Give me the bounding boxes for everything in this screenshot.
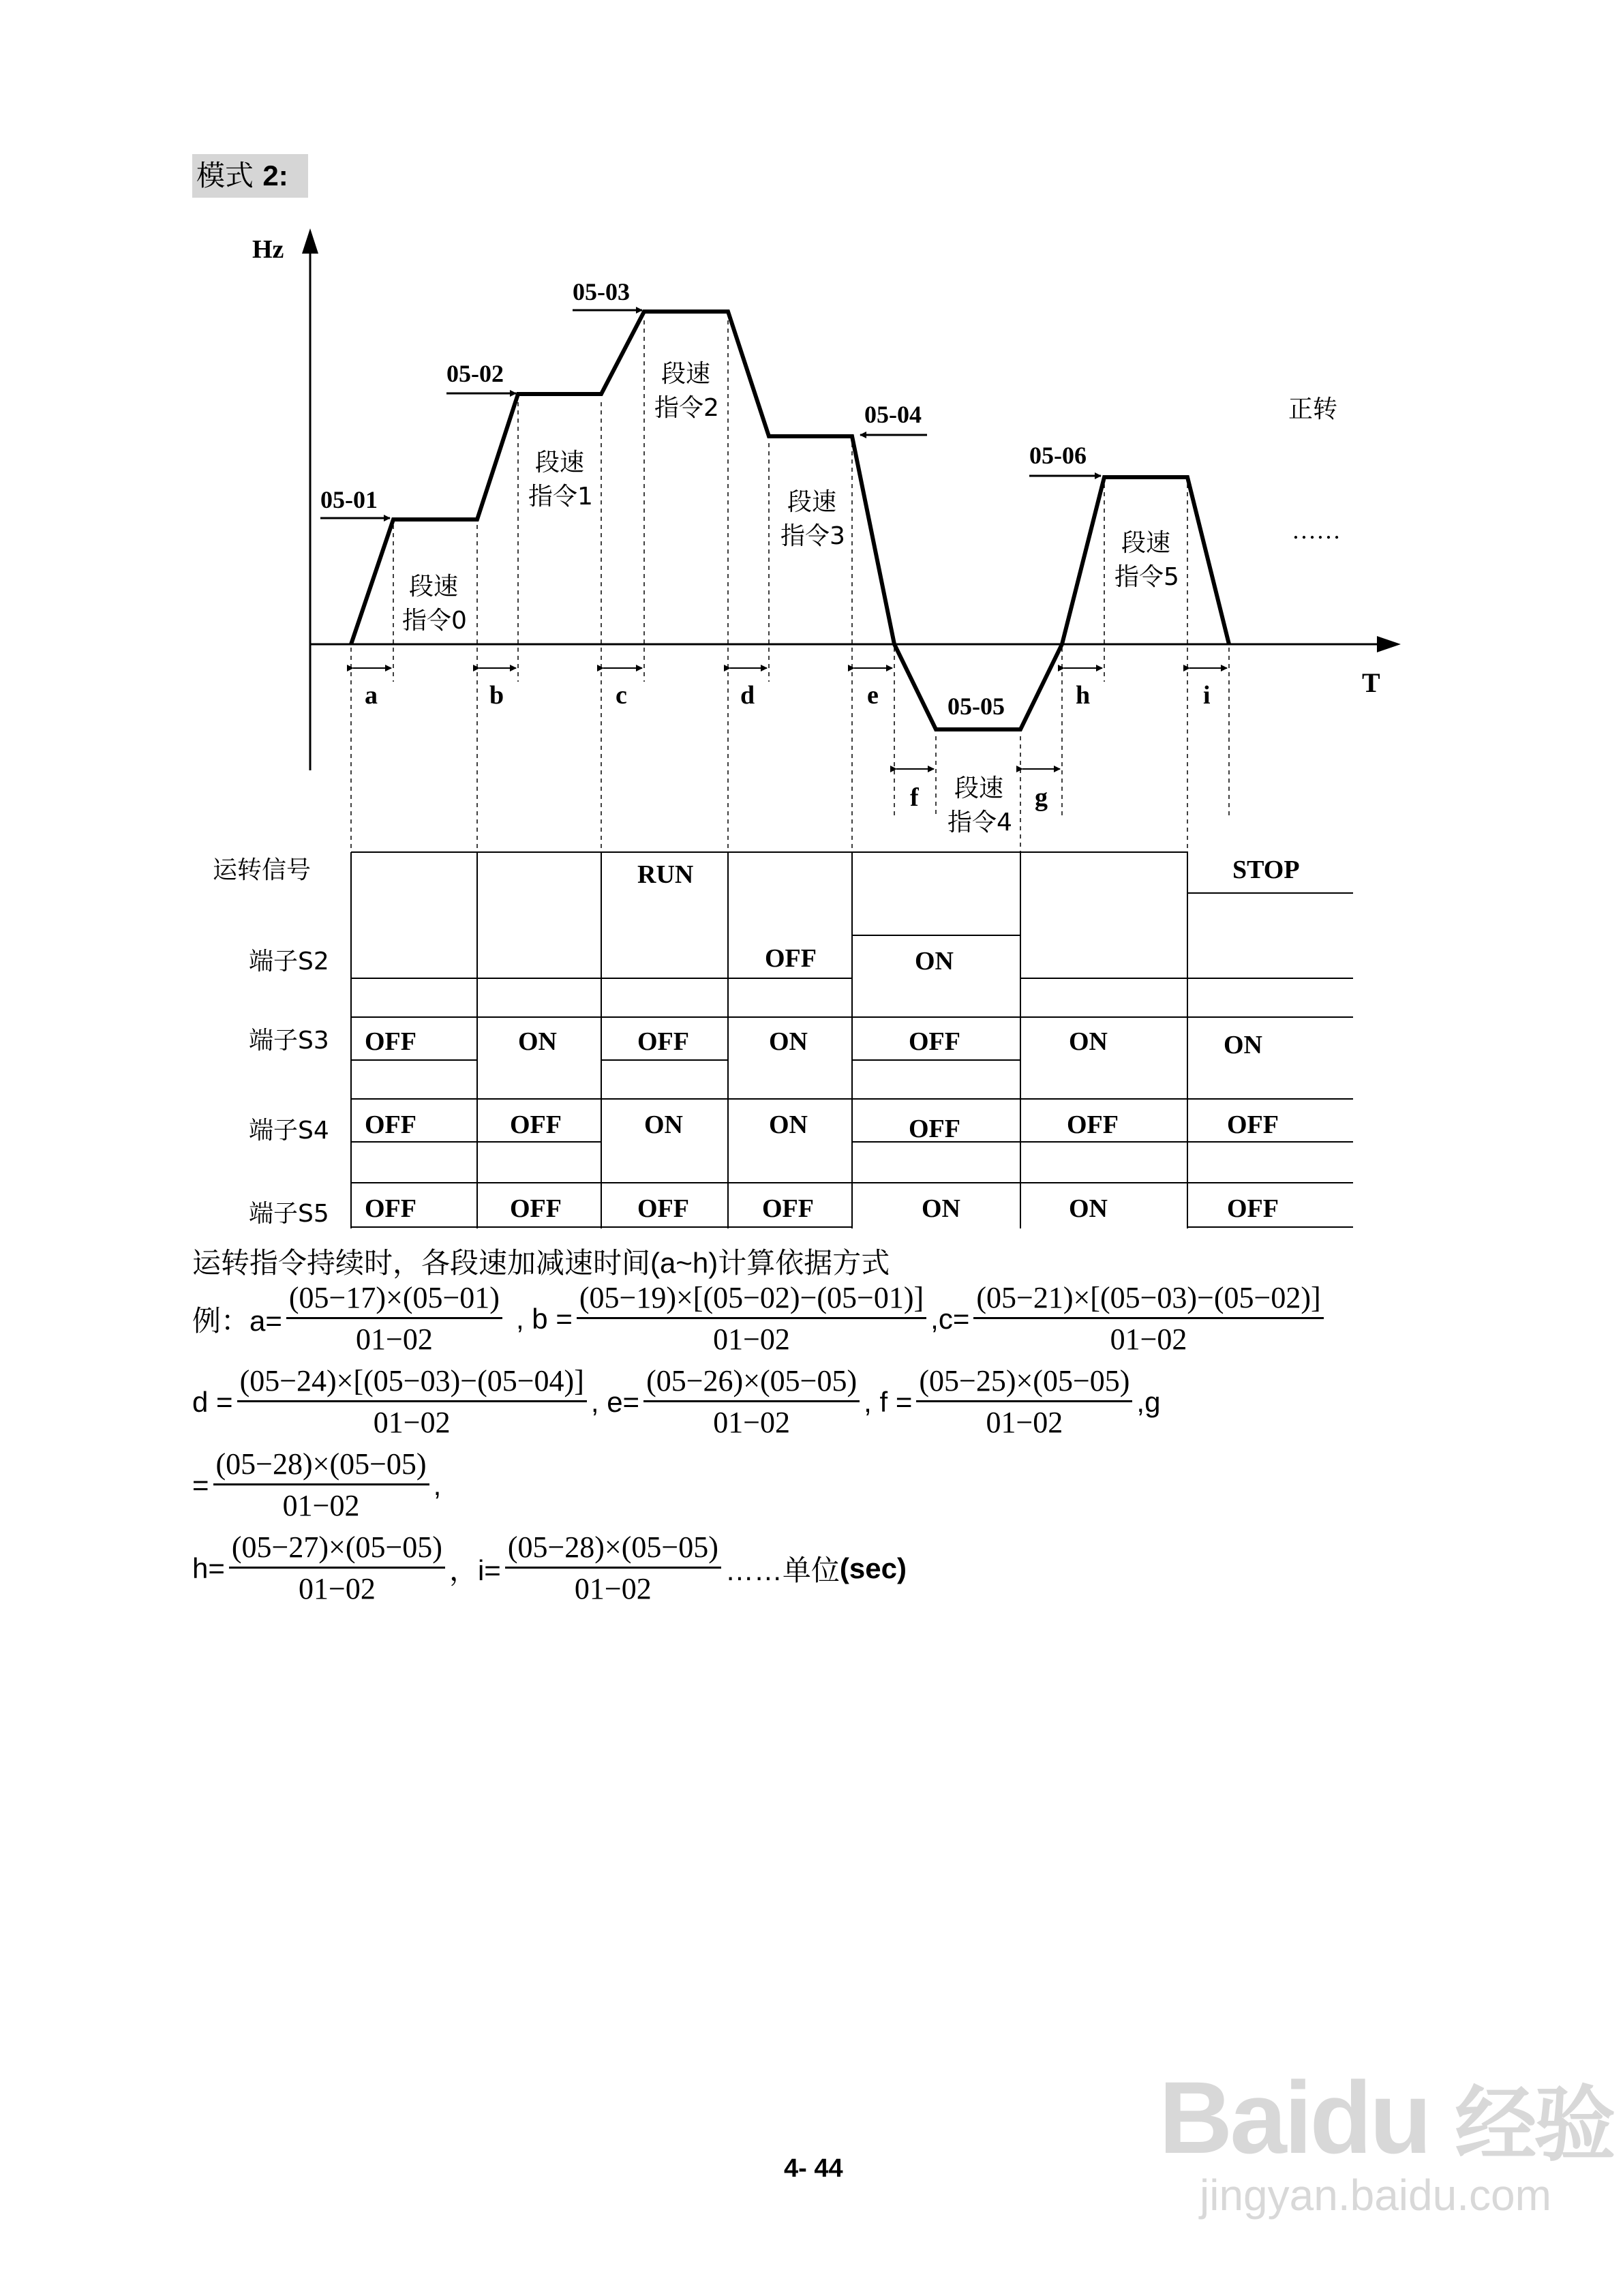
row-label-s3: 端子S3 bbox=[249, 1027, 329, 1055]
interval-label-f: f bbox=[910, 783, 919, 812]
formula-row-3 bbox=[192, 1447, 441, 1524]
formula-i-numerator: (05−28)×(05−05) bbox=[505, 1530, 721, 1569]
s5-state-3: OFF bbox=[637, 1194, 689, 1223]
formula-h-numerator: (05−27)×(05−05) bbox=[229, 1530, 445, 1569]
formula-f-denominator: 01−02 bbox=[986, 1406, 1063, 1439]
segment-0-line2: 指令0 bbox=[402, 607, 467, 635]
formula-b-prefix: , b = bbox=[515, 1302, 573, 1335]
formula-h-denominator: 01−02 bbox=[299, 1572, 376, 1605]
watermark-du: du bbox=[1309, 2060, 1429, 2175]
segment-5-line1: 段速 bbox=[1121, 529, 1171, 557]
s5-state-4: OFF bbox=[762, 1194, 814, 1223]
formula-c-denominator: 01−02 bbox=[1110, 1323, 1187, 1356]
timing-lines bbox=[351, 852, 1353, 1228]
freq-label-05-05: 05-05 bbox=[947, 693, 1005, 720]
formula-g bbox=[213, 1447, 429, 1524]
unit-label: (sec) bbox=[839, 1552, 907, 1584]
formula-b-denominator: 01−02 bbox=[713, 1323, 790, 1356]
formula-row-2 bbox=[192, 1363, 1160, 1440]
freq-label-05-02: 05-02 bbox=[446, 360, 504, 387]
formula-a bbox=[286, 1280, 502, 1357]
s4-state-4: ON bbox=[769, 1111, 808, 1139]
row-label-run: 运转信号 bbox=[213, 856, 312, 884]
segment-3-line2: 指令3 bbox=[780, 522, 845, 550]
interval-label-a: a bbox=[365, 681, 378, 710]
s4-state-5: OFF bbox=[909, 1115, 960, 1143]
s5-state-1: OFF bbox=[365, 1194, 416, 1223]
formula-f bbox=[916, 1363, 1132, 1440]
s5-state-7: OFF bbox=[1227, 1194, 1279, 1223]
s2-on: ON bbox=[915, 947, 954, 976]
watermark bbox=[1159, 2059, 1613, 2220]
s4-state-6: OFF bbox=[1067, 1111, 1119, 1139]
s4-state-7: OFF bbox=[1227, 1111, 1279, 1139]
interval-label-h: h bbox=[1076, 681, 1091, 710]
formula-f-prefix: , f = bbox=[864, 1385, 913, 1418]
interval-arrows bbox=[353, 668, 1227, 769]
segment-1-line1: 段速 bbox=[535, 449, 585, 477]
s4-state-1: OFF bbox=[365, 1111, 416, 1139]
freq-label-05-06: 05-06 bbox=[1029, 442, 1087, 469]
s5-state-6: ON bbox=[1069, 1194, 1108, 1223]
formula-g-denominator: 01−02 bbox=[282, 1489, 360, 1522]
mode-label-text: 模式 bbox=[196, 159, 254, 192]
formula-e bbox=[643, 1363, 860, 1440]
freq-label-05-03: 05-03 bbox=[573, 278, 630, 305]
interval-label-e: e bbox=[867, 681, 879, 710]
formula-g-eq: = bbox=[192, 1468, 209, 1501]
row-label-s4: 端子S4 bbox=[249, 1117, 329, 1145]
s3-state-6: ON bbox=[1069, 1027, 1108, 1056]
interval-label-d: d bbox=[740, 681, 755, 710]
formula-g-numerator: (05−28)×(05−05) bbox=[213, 1447, 429, 1485]
formula-a-denominator: 01−02 bbox=[356, 1323, 433, 1356]
s3-state-1: OFF bbox=[365, 1027, 416, 1056]
formula-intro: 运转指令持续时，各段速加减速时间(a~h)计算依据方式 bbox=[192, 1247, 890, 1279]
formula-h bbox=[229, 1530, 445, 1607]
formula-i bbox=[505, 1530, 721, 1607]
formula-d-numerator: (05−24)×[(05−03)−(05−04)] bbox=[237, 1363, 587, 1402]
segment-1-line2: 指令1 bbox=[528, 483, 593, 511]
x-axis-label: T bbox=[1362, 667, 1380, 698]
y-axis-arrow bbox=[302, 228, 318, 254]
formula-c bbox=[973, 1280, 1323, 1357]
formula-e-denominator: 01−02 bbox=[713, 1406, 791, 1439]
freq-label-05-01: 05-01 bbox=[320, 486, 378, 513]
x-axis-arrow bbox=[1377, 636, 1401, 652]
interval-label-b: b bbox=[489, 681, 504, 710]
formula-b-numerator: (05−19)×[(05−02)−(05−01)] bbox=[577, 1280, 926, 1319]
formula-d bbox=[237, 1363, 587, 1440]
s4-state-2: OFF bbox=[510, 1111, 562, 1139]
freq-label-05-04: 05-04 bbox=[864, 401, 922, 428]
guide-lines bbox=[351, 320, 1229, 1227]
segment-2-line2: 指令2 bbox=[654, 394, 719, 422]
s2-off: OFF bbox=[765, 944, 817, 973]
segment-2-line1: 段速 bbox=[661, 360, 711, 388]
formula-row-4 bbox=[192, 1530, 907, 1607]
formula-b bbox=[577, 1280, 926, 1357]
run-label: RUN bbox=[637, 860, 694, 889]
s3-state-3: OFF bbox=[637, 1027, 689, 1056]
interval-label-i: i bbox=[1203, 681, 1211, 710]
segment-4-line1: 段速 bbox=[954, 774, 1004, 802]
segment-3-line1: 段速 bbox=[787, 488, 837, 516]
interval-label-c: c bbox=[616, 681, 627, 710]
page-number: 4- 44 bbox=[784, 2154, 843, 2183]
watermark-cn: 经验 bbox=[1455, 2078, 1613, 2173]
s4-state-3: ON bbox=[644, 1111, 683, 1139]
s5-state-5: ON bbox=[922, 1194, 960, 1223]
formula-a-numerator: (05−17)×(05−01) bbox=[286, 1280, 502, 1319]
segment-4-line2: 指令4 bbox=[947, 809, 1012, 836]
segment-0-line1: 段速 bbox=[409, 573, 459, 601]
formula-f-numerator: (05−25)×(05−05) bbox=[916, 1363, 1132, 1402]
unit-prefix: ……单位 bbox=[725, 1554, 840, 1586]
formula-e-prefix: , e= bbox=[590, 1385, 640, 1418]
formula-e-numerator: (05−26)×(05−05) bbox=[643, 1363, 860, 1402]
s3-state-7: ON bbox=[1224, 1031, 1262, 1059]
formula-g-prefix: ,g bbox=[1136, 1385, 1161, 1418]
formula-i-denominator: 01−02 bbox=[574, 1572, 652, 1605]
formula-d-denominator: 01−02 bbox=[373, 1406, 451, 1439]
formula-a-prefix: 例：a= bbox=[192, 1304, 282, 1337]
row-label-s2: 端子S2 bbox=[249, 948, 329, 976]
formula-g-suffix: , bbox=[433, 1468, 442, 1501]
row-label-s5: 端子S5 bbox=[249, 1200, 329, 1228]
formula-row-1 bbox=[192, 1280, 1328, 1357]
s3-state-2: ON bbox=[518, 1027, 557, 1056]
watermark-url: jingyan.baidu.com bbox=[1200, 2171, 1551, 2220]
s3-state-4: ON bbox=[769, 1027, 808, 1056]
stop-label: STOP bbox=[1232, 856, 1300, 884]
s3-state-5: OFF bbox=[909, 1027, 960, 1056]
formula-i-prefix: ，i= bbox=[449, 1554, 501, 1586]
formula-d-prefix: d = bbox=[192, 1385, 233, 1418]
mode-number: 2: bbox=[262, 160, 288, 192]
s5-state-2: OFF bbox=[510, 1194, 562, 1223]
formula-c-numerator: (05−21)×[(05−03)−(05−02)] bbox=[973, 1280, 1323, 1319]
y-axis-label: Hz bbox=[252, 235, 284, 264]
formula-c-prefix: ,c= bbox=[930, 1302, 970, 1335]
segment-5-line2: 指令5 bbox=[1114, 563, 1179, 591]
formula-h-prefix: h= bbox=[192, 1552, 225, 1584]
interval-label-g: g bbox=[1035, 783, 1048, 812]
direction-label: 正转 bbox=[1288, 395, 1338, 423]
watermark-bai: Bai bbox=[1159, 2060, 1310, 2175]
continuation-ellipsis: …… bbox=[1292, 517, 1341, 544]
